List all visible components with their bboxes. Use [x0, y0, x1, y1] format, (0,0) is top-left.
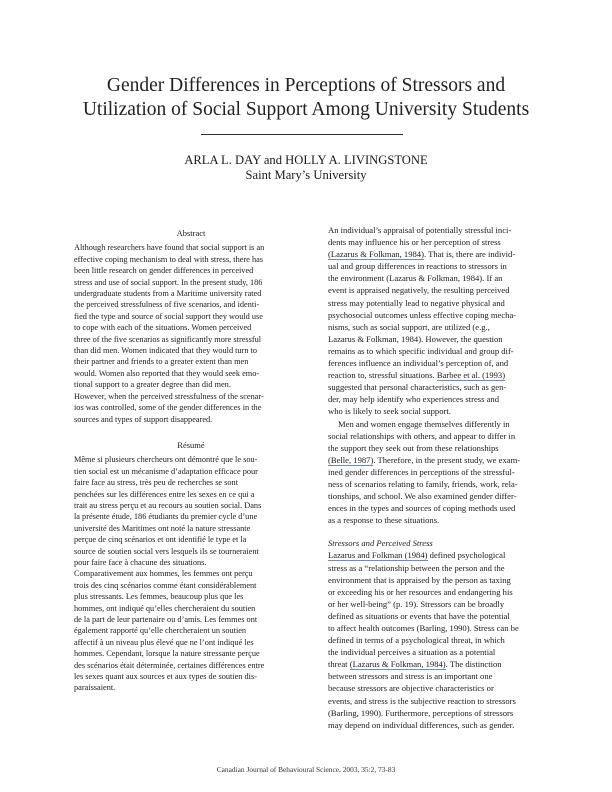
resume-line: penchées sur les différences entre les sexes en ce qui a [74, 489, 255, 499]
journal-footer: Canadian Journal of Behavioural Science, 2003, 35:2, 73-83 [216, 765, 396, 774]
resume-line: les sexes quant aux sources et aux types de soutien dis- [74, 672, 257, 682]
body-line: or her well-being” (p. 19). Stressors can be broadly [328, 598, 505, 609]
abstract-line: fied the type and source of social support they would use [74, 311, 263, 321]
resume-line: la présente étude, 186 étudiants du premier cycle d’une [74, 512, 258, 522]
body-line [328, 454, 558, 466]
body-line: nisms, such as social support, are utilized (e.g., [328, 321, 490, 332]
resume-line: de la part de leur partenaire ou d’amis. Les femmes ont [74, 615, 258, 624]
resume-line: perçue de cinq scénarios et ont identifié le type et la [74, 535, 247, 545]
abstract-heading: Abstract [176, 228, 206, 238]
affiliation: Saint Mary’s University [245, 168, 367, 182]
resume-line: paraissaient. [74, 683, 116, 693]
body-line: environment that is appraised by the person as taxing [328, 574, 511, 585]
title-divider [201, 134, 403, 135]
abstract-line: Although researchers have found that social support is an [74, 243, 265, 253]
resume-line: également rapporté qu’elle chercheraient un soutien [74, 626, 247, 636]
body-line: psychosocial outcomes unless effective coping mecha- [328, 309, 517, 320]
body-line: tionships, and school. We also examined gender differ- [328, 491, 517, 502]
resume-heading: Résumé [177, 439, 205, 450]
abstract-line: would. Women also reported that they would seek emo- [74, 368, 260, 378]
body-line: Lazarus & Folkman, 1984). However, the question [328, 333, 503, 344]
authors: ARLA L. DAY and HOLLY A. LIVINGSTONE [184, 153, 428, 167]
resume-line: tien social est un mécanisme d’adaptation efficace pour [74, 466, 258, 476]
resume-line: plus stressants. Les femmes, beaucoup plus que les [74, 592, 244, 602]
body-line: stress may potentially lead to negative physical and [328, 297, 505, 308]
body-line [328, 369, 558, 381]
resume-line: trois des cinq scénarios comme étant considérablement [74, 580, 257, 590]
body-line: ences in the types and sources of coping methods used [328, 503, 516, 514]
title-line-2: Utilization of Social Support Among University Students [82, 99, 530, 120]
body-line: social relationships with others, and appear to differ in [328, 430, 516, 441]
body-line: events, and stress is the subjective reaction to stressors [328, 695, 516, 706]
citation-link[interactable]: (Lazarus & Folkman, 1984) [328, 249, 424, 260]
body-line: the environment (Lazarus & Folkman, 1984). If an [328, 273, 503, 284]
citation-link[interactable]: Lazarus and Folkman (1984) [328, 550, 428, 561]
abstract-line: undergraduate students from a Maritime university rated [74, 289, 262, 299]
abstract-column [74, 228, 308, 694]
abstract-line: sources and types of support disappeared. [74, 414, 213, 424]
body-line: dents may influence his or her perception of stress [328, 237, 501, 248]
body-line: Men and women engage themselves differently in [338, 418, 510, 429]
resume-line: pour faire face à chacune des situations. [74, 557, 207, 567]
citation-link[interactable]: (Belle, 1987) [328, 454, 374, 465]
abstract-line: to cope with each of the situations. Women perceived [74, 323, 252, 333]
body-line: defined in terms of a psychological threat, in which [328, 635, 505, 646]
body-line: ness of scenarios relating to family, friends, work, rela- [328, 478, 518, 489]
section-heading: Stressors and Perceived Stress [328, 538, 433, 549]
resume-line: Même si plusieurs chercheurs ont démontré que le sou- [74, 455, 258, 465]
body-line: event is appraised negatively, the resulting perceived [328, 285, 510, 296]
resume-line: trait au stress perçu et au recours au soutien social. Dans [74, 500, 262, 510]
body-column [328, 224, 558, 731]
body-line: or exceeding his or her resources and endangering his [328, 586, 513, 597]
body-line: the support they seek out from these relationships [328, 442, 499, 453]
body-line: An individual’s appraisal of potentially stressful inci- [328, 225, 512, 235]
body-line: to affect health outcomes (Barling, 1990). Stress can be [328, 623, 519, 633]
body-line: remains as to which specific individual and group dif- [328, 345, 514, 356]
body-line: der, may help identify who experiences stress and [328, 394, 499, 405]
resume-line: hommes, ont indiqué qu’elles chercheraient du soutien [74, 603, 256, 613]
body-line: because stressors are objective characteristics or [328, 683, 494, 694]
body-line: ined gender differences in perceptions of the stressful- [328, 466, 515, 477]
abstract-line: ios was controlled, some of the gender differences in the [74, 403, 262, 413]
abstract-line: than did men. Women indicated that they would turn to [74, 346, 258, 356]
abstract-line: been little research on gender differences in perceived [74, 266, 254, 276]
citation-link[interactable]: Barbee et al. (1993) [436, 370, 506, 381]
body-line: who is likely to seek social support. [328, 406, 451, 417]
abstract-line: However, when the perceived stressfulness of the scenar- [74, 391, 264, 401]
resume-line: affectif à un niveau plus élevé que ne l’ont indiqué les [74, 637, 254, 647]
body-text: defined psychological [427, 550, 506, 561]
body-line: between stressors and stress is an important one [328, 671, 493, 682]
body-text: . Therefore, in the present study, we exam- [373, 454, 521, 465]
body-line: ual and group differences in reactions to stressors in [328, 261, 507, 272]
citation-link[interactable]: (Lazarus & Folkman, 1984) [349, 659, 446, 670]
body-line: stress as a “relationship between the person and the [328, 562, 505, 573]
body-line: suggested that personal characteristics, such as gen- [328, 382, 507, 393]
abstract-line: the perceived stressfulness of five scenarios, and identi- [74, 300, 260, 310]
body-line: as a response to these situations. [328, 515, 440, 526]
abstract-line: tional support to a greater degree than did men. [74, 380, 231, 390]
body-line: defined as situations or events that have the potential [328, 610, 510, 621]
body-line: the individual perceives a situation as a potential [328, 647, 496, 658]
abstract-line: three of the five scenarios as significantly more stressful [74, 334, 262, 344]
resume-line: faire face au stress, très peu de recherches se sont [74, 478, 239, 488]
body-line: (Barling, 1990). Furthermore, perceptions of stressors [328, 707, 514, 718]
title-line-1: Gender Differences in Perceptions of Stressors and [106, 75, 506, 96]
body-text: . That is, there are individ- [423, 249, 516, 260]
body-text: . The distinction [445, 659, 502, 670]
resume-line: source de soutien social vers lesquels ils se tourneraient [74, 546, 259, 556]
article-title [60, 74, 552, 122]
resume-line: hommes. Cependant, lorsque la nature stressante perçue [74, 649, 260, 659]
body-line [328, 549, 558, 561]
body-line [328, 658, 558, 670]
abstract-line: stress and use of social support. In the present study, 186 [74, 277, 263, 287]
resume-line: université des Maritimes ont noté la nature stressante [74, 523, 251, 533]
body-line [328, 248, 558, 260]
body-line: may depend on individual differences, such as gender. [328, 719, 515, 730]
abstract-line: their partner and friends to a greater extent than men [74, 357, 249, 367]
body-line: ferences influence an individual’s perception of, and [328, 358, 509, 369]
resume-line: des scénarios était déterminée, certaines différences entre [74, 660, 265, 670]
body-text: reaction to, stressful situations. [328, 370, 437, 381]
body-text: threat [328, 659, 350, 670]
abstract-line: effective coping mechanism to deal with stress, there has [74, 254, 264, 264]
resume-line: Comparativement aux hommes, les femmes ont perçu [74, 569, 253, 579]
